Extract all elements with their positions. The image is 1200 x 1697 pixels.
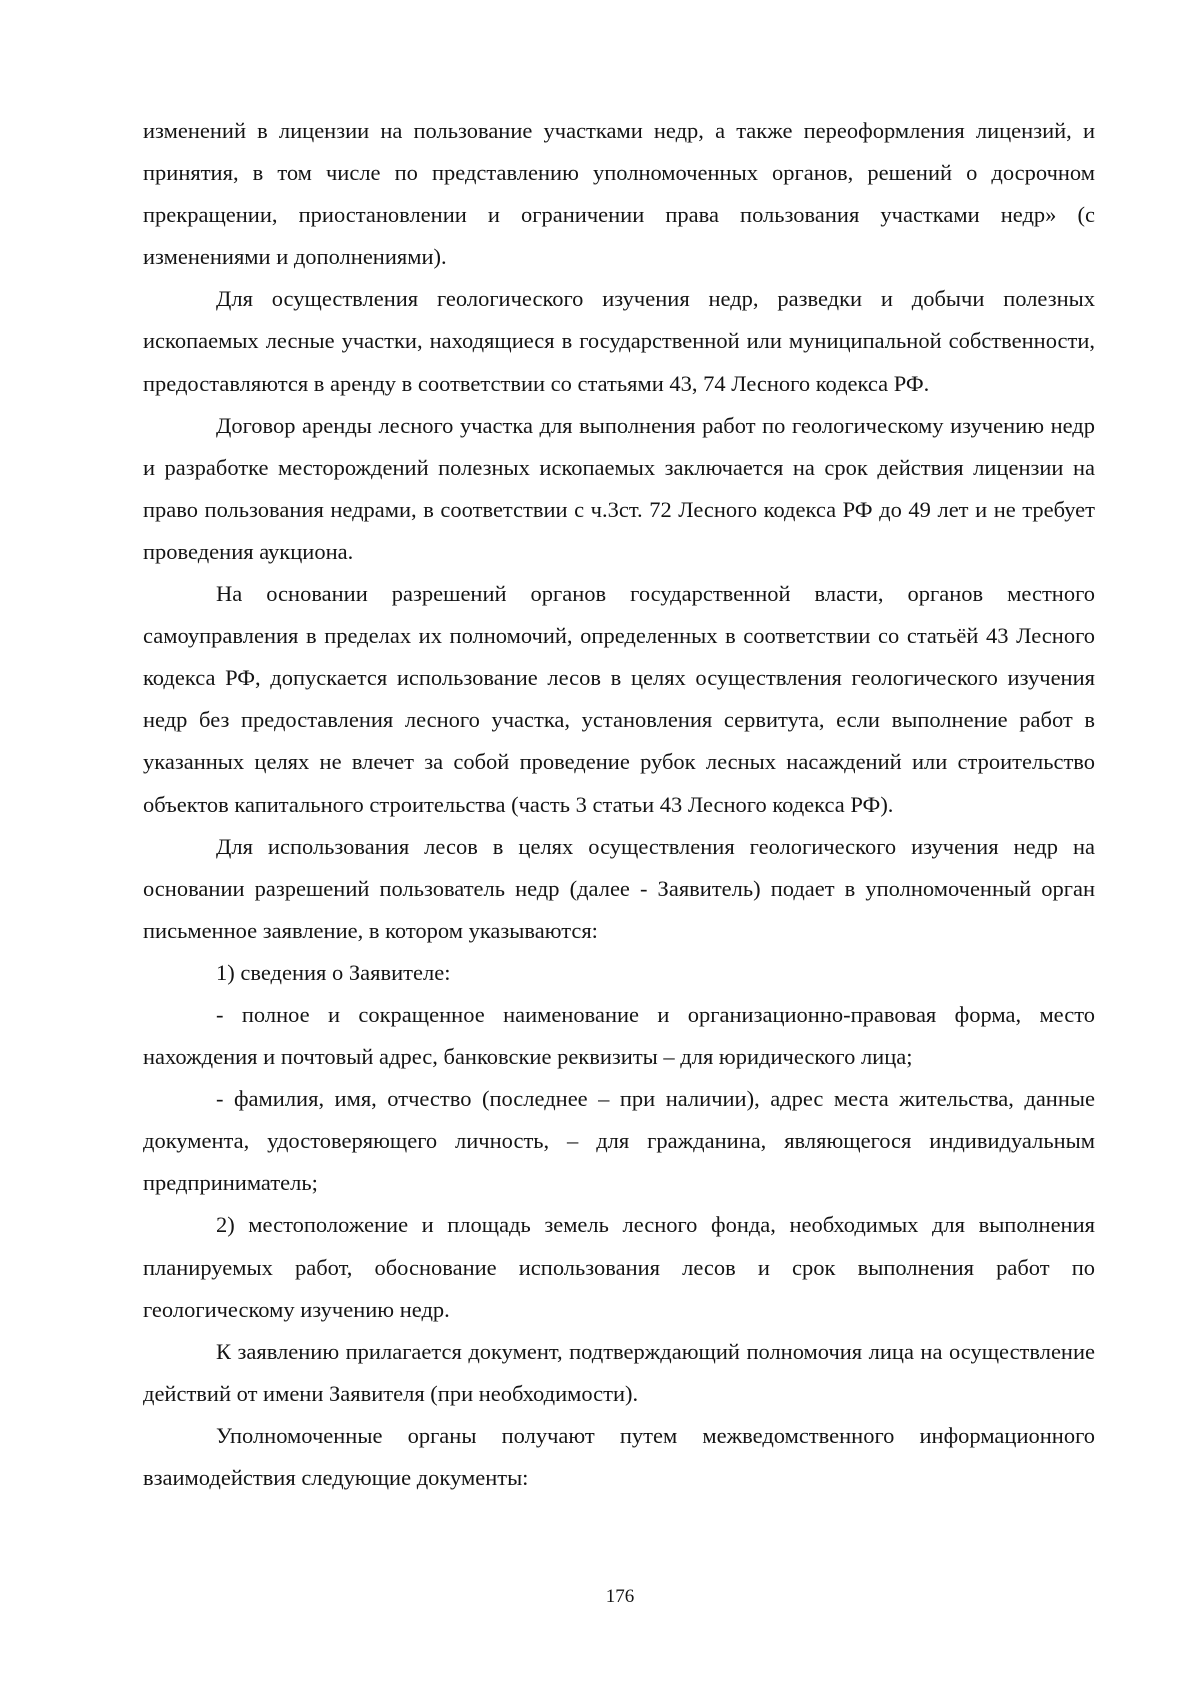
paragraph-3: Договор аренды лесного участка для выполнения работ по геологическому изучению недр и разработке месторождений полезных ископаемых заключается на срок действия лицензии на право пользования недрами, в соответствии с ч.3ст. 72 Лесного кодекса РФ до 49 лет и не требует проведения аукциона. — [143, 412, 1095, 564]
paragraph-2: Для осуществления геологического изучения недр, разведки и добычи полезных ископаемых лесные участки, находящиеся в государственной или муниципальной собственности, предоставляются в аренду в соответствии со статьями 43, 74 Лесного кодекса РФ. — [143, 286, 1095, 396]
paragraph-5: Для использования лесов в целях осуществления геологического изучения недр на основании разрешений пользователь недр (далее - Заявитель) подает в уполномоченный орган письменное заявление, в котором указываются: — [143, 833, 1095, 943]
paragraph-4: На основании разрешений органов государственной власти, органов местного самоуправления в пределах их полномочий, определенных в соответствии со статьёй 43 Лесного кодекса РФ, допускается использование лесов в целях осуществления геологического изучения недр без предоставления лесного участка, установления сервитута, если выполнение работ в указанных целях не влечет за собой проведение рубок лесных насаждений или строительство объектов капитального строительства (часть 3 статьи 43 Лесного кодекса РФ). — [143, 581, 1095, 817]
paragraph-6: 1) сведения о Заявителе: — [216, 959, 451, 985]
body-text — [143, 110, 1095, 1499]
paragraph-10: К заявлению прилагается документ, подтверждающий полномочия лица на осуществление действий от имени Заявителя (при необходимости). — [143, 1338, 1095, 1406]
paragraph-8: - фамилия, имя, отчество (последнее – при наличии), адрес места жительства, данные документа, удостоверяющего личность, – для гражданина, являющегося индивидуальным предприниматель; — [143, 1086, 1095, 1196]
page-number: 176 — [605, 1586, 635, 1607]
paragraph-7: - полное и сокращенное наименование и организационно-правовая форма, место нахождения и почтовый адрес, банковские реквизиты – для юридического лица; — [143, 1001, 1095, 1070]
paragraph-11: Уполномоченные органы получают путем межведомственного информационного взаимодействия следующие документы: — [143, 1422, 1095, 1490]
paragraph-9: 2) местоположение и площадь земель лесного фонда, необходимых для выполнения планируемых работ, обоснование использования лесов и срок выполнения работ по геологическому изучению недр. — [143, 1212, 1095, 1322]
paragraph-1: изменений в лицензии на пользование участками недр, а также переоформления лицензий, и принятия, в том числе по представлению уполномоченных органов, решений о досрочном прекращении, приостановлении и ограничении права пользования участками недр» (с изменениями и дополнениями). — [143, 118, 1095, 270]
